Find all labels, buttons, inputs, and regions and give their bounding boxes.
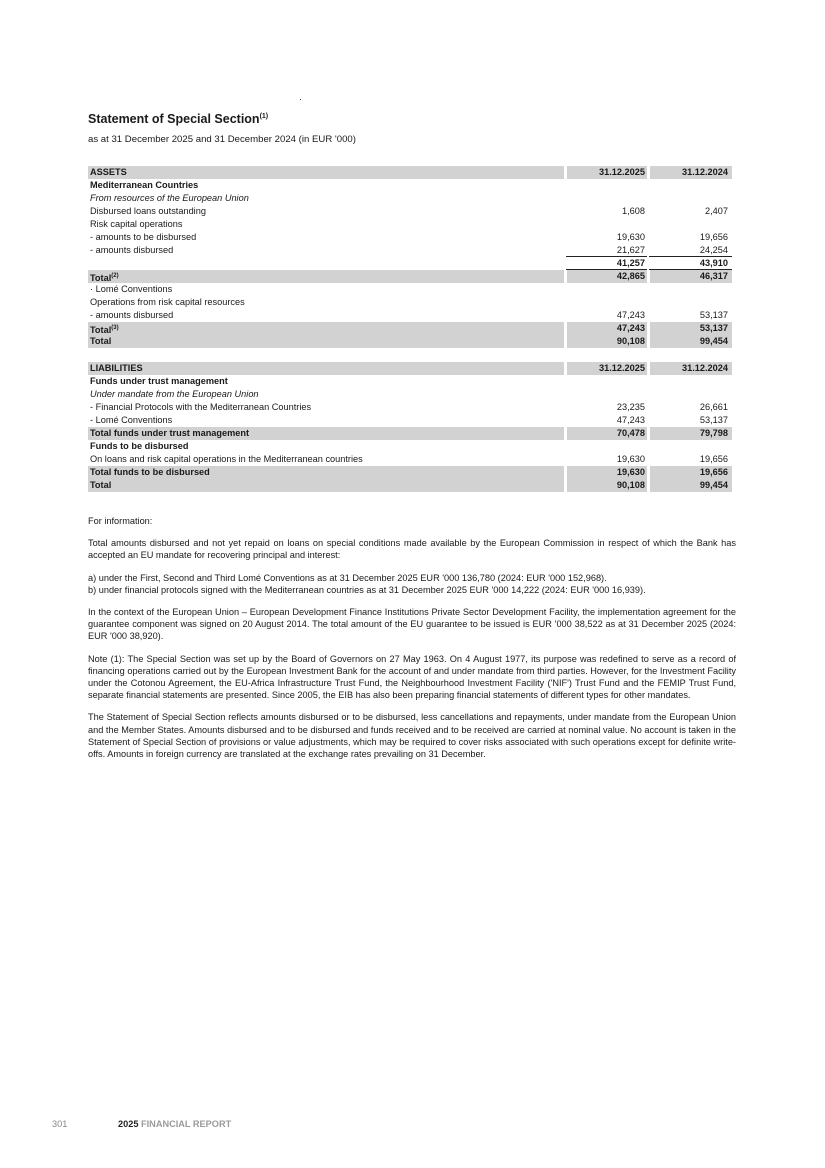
column-header-2024: 31.12.2024 [682,167,728,177]
value-2024: 53,137 [699,415,728,425]
note-paragraph: For information: [88,516,153,526]
table-row [88,179,732,192]
table-row [88,231,732,244]
table-row [88,244,732,257]
row-label: On loans and risk capital operations in the Mediterranean countries [90,454,363,464]
row-label: - amounts disbursed [90,245,174,255]
table-row [88,388,732,401]
row-label: Mediterranean Countries [90,180,199,190]
row-label: - Financial Protocols with the Mediterranean Countries [90,402,312,412]
title-footnote-mark: (1) [259,112,269,120]
row-label: Total [90,336,112,346]
value-2025: 19,630 [616,454,645,464]
value-2024: 79,798 [699,428,728,438]
value-2024: 46,317 [699,271,728,281]
value-2024: 43,910 [699,258,728,268]
table-row [88,479,732,492]
stray-dot [300,99,301,100]
report-footer-title [118,1119,231,1129]
note-paragraph: In the context of the European Union – European Development Finance Institutions Private Sector Development Facility, the implementation agreement for the guarantee component was signed on 20 August 2014. The total amount of the EU guarantee to be issued is EUR '000 38,522 as at 31 December 2025 (2024: EUR '000 38,920). [88,607,736,642]
value-2024: 99,454 [699,336,728,346]
page-number: 301 [52,1119,68,1129]
value-2024: 24,254 [699,245,728,255]
value-2025: 47,243 [616,310,645,320]
value-2025: 19,630 [616,232,645,242]
row-label: Total funds to be disbursed [90,467,210,477]
value-2024: 53,137 [699,323,728,333]
table-row [88,466,732,479]
value-2025: 47,243 [616,415,645,425]
liabilities-header-row [88,362,732,375]
row-label: Operations from risk capital resources [90,297,245,307]
value-2025: 47,243 [616,323,645,333]
row-label: · Lomé Conventions [90,284,173,294]
row-label: Funds under trust management [90,376,228,386]
value-2024: 26,661 [699,402,728,412]
table-row [88,205,732,218]
value-2024: 19,656 [699,232,728,242]
table-row [88,257,732,270]
value-2024: 19,656 [699,467,728,477]
table-row [88,192,732,205]
assets-header-row [88,166,732,179]
notes-section [88,515,736,770]
row-label: Disbursed loans outstanding [90,206,206,216]
column-header-2025: 31.12.2025 [599,167,645,177]
value-2024: 2,407 [705,206,728,216]
table-row [88,375,732,388]
row-label: Total$^{(3)}$ [90,325,119,336]
report-year: 2025 [118,1119,139,1129]
table-row [88,427,732,440]
value-2024: 99,454 [699,480,728,490]
note-paragraph: Note (1): The Special Section was set up by the Board of Governors on 27 May 1963. On 4 August 1977, its purpose was redefined to serve as a record of financing operations carried out by the European Investment Bank for the account of and under mandate from third parties. However, for the Investment Facility under the Cotonou Agreement, the EU-Africa Infrastructure Trust Fund, the Neighbourhood Investment Facility ('NIF') Trust Fund and the FEMIP Trust Fund, separate financial statements are presented. Since 2005, the EIB has also been preparing financial statements of different types for other mandates. [88,653,736,701]
liabilities-header-label: LIABILITIES [90,363,143,373]
row-label: Total funds under trust management [90,428,250,438]
liabilities-table [88,362,732,492]
value-2025: 90,108 [616,480,645,490]
table-row [88,414,732,427]
row-label: Funds to be disbursed [90,441,189,451]
footnote-mark: (3) [111,325,119,331]
row-label: - Lomé Conventions [90,415,173,425]
note-paragraph: a) under the First, Second and Third Lomé Conventions as at 31 December 2025 EUR '000 136,780 (2024: EUR '000 152,968). [88,572,607,583]
row-label: - amounts disbursed [90,310,174,320]
column-header-2024: 31.12.2024 [682,363,728,373]
row-label: Under mandate from the European Union [90,389,259,399]
report-name: FINANCIAL REPORT [141,1119,232,1129]
footnote-mark: (2) [111,273,119,279]
value-2025: 41,257 [616,258,645,268]
value-2025: 90,108 [616,336,645,346]
table-row [88,335,732,348]
value-2025: 23,235 [616,402,645,412]
row-label: Risk capital operations [90,219,183,229]
row-label: Total [90,480,112,490]
table-row [88,440,732,453]
table-row [88,453,732,466]
table-row [88,296,732,309]
note-paragraph: b) under financial protocols signed with the Mediterranean countries as at 31 December 2025 EUR '000 14,222 (2024: EUR '000 16,939). [88,584,646,595]
row-label: - amounts to be disbursed [90,232,197,242]
value-2025: 70,478 [616,428,645,438]
value-2025: 19,630 [616,467,645,477]
row-label: Total$^{(2)}$ [90,273,119,284]
column-header-2025: 31.12.2025 [599,363,645,373]
statement-title [88,112,268,126]
assets-table [88,166,732,348]
table-row [88,322,732,335]
note-paragraph: Total amounts disbursed and not yet repaid on loans on special conditions made available by the European Commission in respect of which the Bank has accepted an EU mandate for recovering principal and interest: [88,538,736,561]
table-row [88,309,732,322]
statement-subtitle: as at 31 December 2025 and 31 December 2024 (in EUR '000) [88,134,356,145]
value-2025: 21,627 [616,245,645,255]
assets-header-label: ASSETS [90,167,127,177]
value-2024: 19,656 [699,454,728,464]
table-row [88,283,732,296]
note-paragraph: The Statement of Special Section reflects amounts disbursed or to be disbursed, less cancellations and repayments, under mandate from the European Union and the Member States. Amounts disbursed and to be disbursed and funds received and to be received are carried at nominal value. No account is taken in the Statement of Special Section of provisions or value adjustments, which may be required to cover risks associated with such operations except for definite write-offs. Amounts in foreign currency are translated at the exchange rates prevailing on 31 December. [88,712,736,760]
value-2025: 42,865 [616,271,645,281]
value-2024: 53,137 [699,310,728,320]
table-row [88,270,732,283]
title-text: Statement of Special Section [88,112,260,126]
table-row [88,401,732,414]
table-row [88,218,732,231]
row-label: From resources of the European Union [90,193,249,203]
value-2025: 1,608 [622,206,645,216]
